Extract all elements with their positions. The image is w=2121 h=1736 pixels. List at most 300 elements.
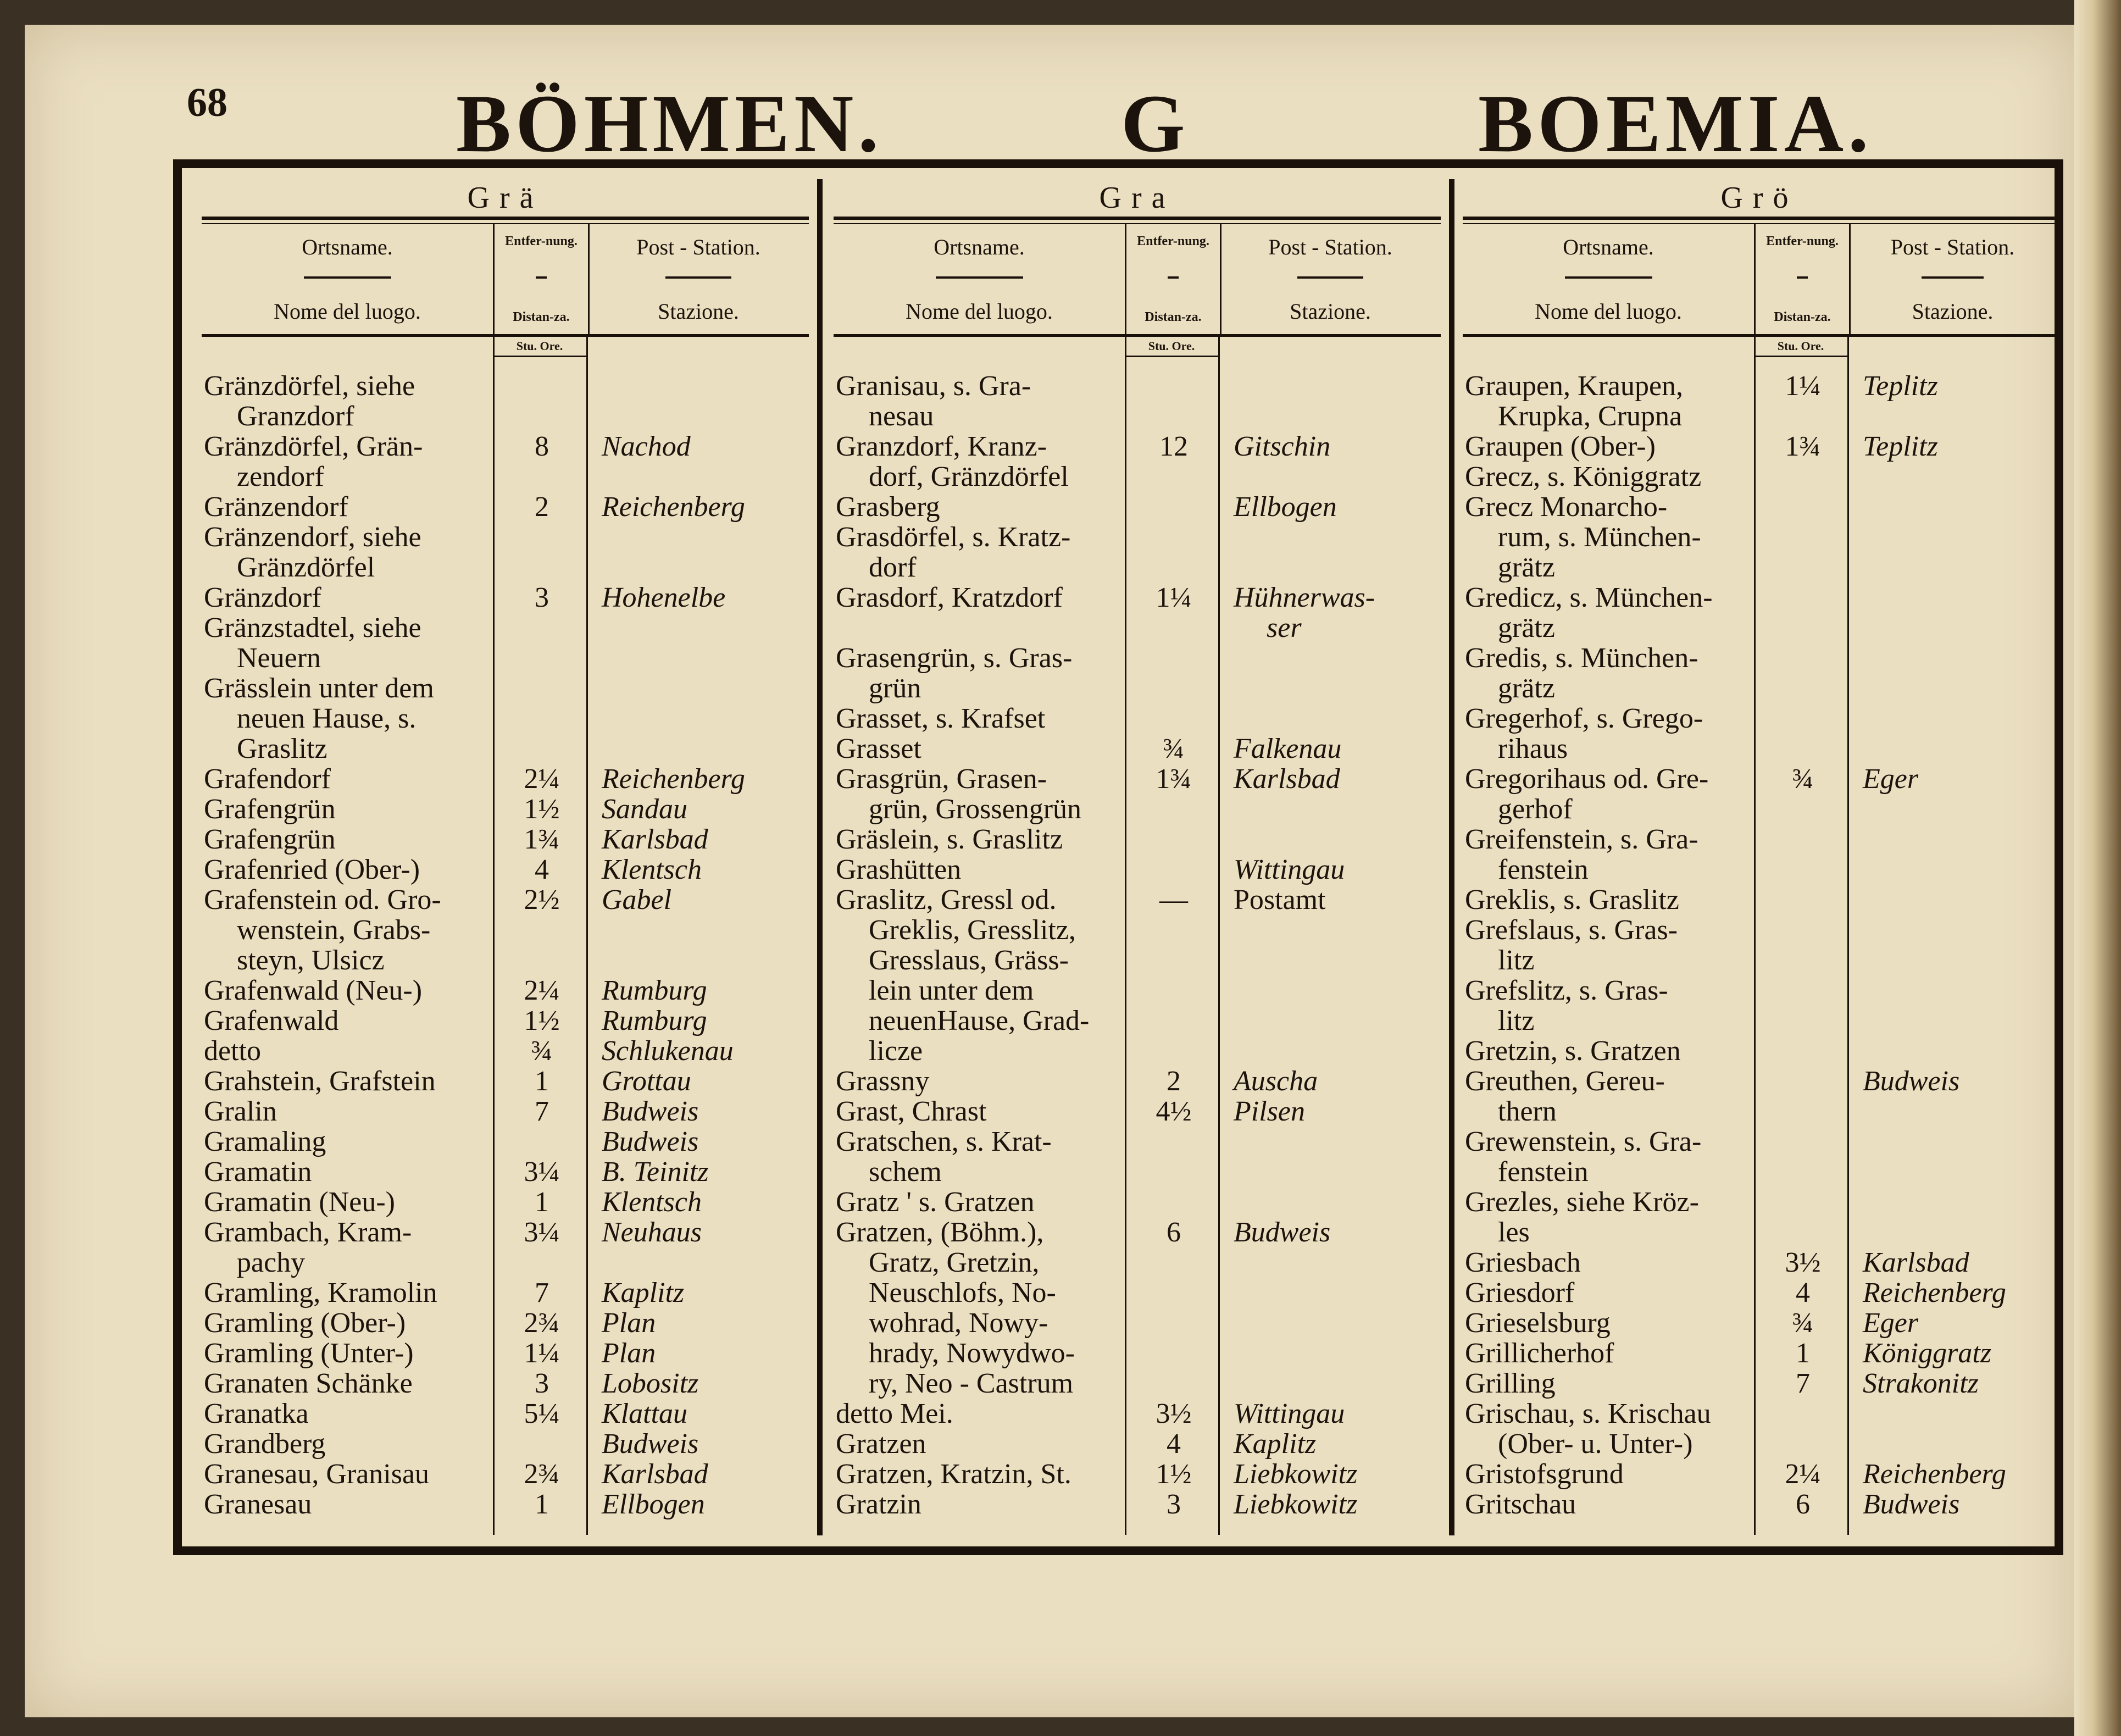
- distance: 1¾: [1785, 431, 1821, 462]
- place-name: [202, 673, 490, 764]
- place-name-line: Granzdorf, Kranz-: [836, 431, 1047, 462]
- distance: [490, 1429, 588, 1459]
- place-name-line: Gramatin: [204, 1156, 312, 1188]
- post-station: [1220, 1187, 1441, 1217]
- distance: [1121, 824, 1220, 855]
- table-row: [834, 885, 1441, 1066]
- place-name: [1463, 1308, 1751, 1338]
- post-station: [1850, 1278, 2056, 1308]
- table-row: [202, 1157, 809, 1187]
- place-name-line: Grasberg: [836, 491, 940, 523]
- page-number: 68: [187, 80, 227, 125]
- post-station: [588, 1459, 809, 1489]
- distance: ¾: [1792, 1307, 1814, 1339]
- distance: 1: [535, 1186, 549, 1218]
- title-german: BÖHMEN.: [456, 78, 883, 169]
- post-station-line: Falkenau: [1234, 733, 1342, 764]
- place-name-line: rihaus: [1498, 733, 1568, 764]
- post-station: [1850, 583, 2056, 643]
- place-name-line: neuen Hause, s.: [237, 703, 417, 734]
- place-name: [202, 431, 490, 492]
- place-name-line: ry, Neo - Castrum: [869, 1368, 1074, 1399]
- distance: 1: [1796, 1338, 1810, 1369]
- table-row: [1463, 1066, 2056, 1127]
- place-name-line: Granatka: [204, 1398, 309, 1429]
- distance: 7: [1796, 1368, 1810, 1399]
- post-station: [1220, 522, 1441, 583]
- post-station-line: Karlsbad: [602, 1458, 708, 1490]
- distance: 3: [535, 582, 549, 613]
- distance: [490, 522, 588, 583]
- place-name-line: litz: [1498, 1005, 1535, 1036]
- place-name: [834, 855, 1121, 885]
- distance: 1½: [524, 794, 560, 825]
- post-station-line: Budweis: [1234, 1217, 1331, 1248]
- place-name: [1463, 1338, 1751, 1368]
- place-name: [834, 734, 1121, 764]
- place-name-line: Granesau, Granisau: [204, 1458, 430, 1490]
- place-name: [1463, 1127, 1751, 1187]
- place-name-line: Grasset, s. Krafset: [836, 703, 1046, 734]
- place-name: [202, 975, 490, 1006]
- distance: 1: [535, 1066, 549, 1097]
- unit-label: Stu. Ore.: [1125, 339, 1218, 357]
- post-station-line: Budweis: [602, 1428, 699, 1460]
- post-station-line: B. Teinitz: [602, 1156, 709, 1188]
- post-station: [588, 371, 809, 431]
- header-rule: [665, 276, 732, 279]
- post-station-header-de: Post - Station.: [1890, 235, 2015, 259]
- post-station: [1850, 1368, 2056, 1399]
- table-row: [834, 734, 1441, 764]
- post-station: [588, 1096, 809, 1127]
- place-name-line: Gratzen, (Böhm.),: [836, 1217, 1044, 1248]
- place-name-line: Gredis, s. München-: [1465, 642, 1698, 674]
- table-row: [1463, 1247, 2056, 1278]
- place-name: [202, 1338, 490, 1368]
- table-row: [202, 1308, 809, 1338]
- place-name-line: grätz: [1498, 612, 1555, 644]
- distance: 2¼: [524, 763, 560, 795]
- distance-header-de: Entfer-nung.: [1766, 234, 1839, 248]
- place-name: [834, 885, 1121, 1066]
- table-row: [202, 885, 809, 975]
- column-gra-umlaut: [202, 179, 809, 1535]
- place-name: [834, 1187, 1121, 1217]
- place-name-line: Grashütten: [836, 854, 962, 885]
- table-row: [1463, 1187, 2056, 1247]
- place-name-line: detto: [204, 1035, 261, 1067]
- post-station: [1850, 462, 2056, 492]
- post-station-line: Auscha: [1234, 1066, 1318, 1097]
- place-name: [1463, 583, 1751, 643]
- post-station: [588, 431, 809, 492]
- post-station-line: Budweis: [602, 1096, 699, 1127]
- place-name-line: Griesbach: [1465, 1247, 1581, 1278]
- post-station: [1220, 492, 1441, 522]
- place-name: [834, 431, 1121, 492]
- post-station-line: Gitschin: [1234, 431, 1331, 462]
- place-name: [1463, 1187, 1751, 1247]
- place-name-line: schem: [869, 1156, 942, 1188]
- table-row: [202, 522, 809, 583]
- distance: 2½: [524, 884, 560, 916]
- place-name-line: nesau: [869, 401, 934, 432]
- place-name-line: Grasdörfel, s. Kratz-: [836, 522, 1071, 553]
- distance: [490, 613, 588, 673]
- table-row: [1463, 764, 2056, 824]
- place-name-line: Grast, Chrast: [836, 1096, 987, 1127]
- post-station: [1850, 371, 2056, 431]
- place-name-line: fenstein: [1498, 854, 1589, 885]
- place-name-line: Granzdorf: [237, 401, 354, 432]
- distance: [1751, 1399, 1850, 1459]
- place-name-line: Gränzstadtel, siehe: [204, 612, 421, 644]
- post-station: [1220, 855, 1441, 885]
- distance: [1121, 855, 1220, 885]
- place-name: [202, 1006, 490, 1036]
- place-name: [202, 1308, 490, 1338]
- table-row: [1463, 583, 2056, 643]
- distance: [1751, 915, 1850, 975]
- distance-header: [1125, 224, 1221, 334]
- table-row: [834, 643, 1441, 703]
- post-station-line: Gabel: [602, 884, 672, 916]
- place-name-line: thern: [1498, 1096, 1557, 1127]
- distance: 1¼: [1785, 370, 1821, 402]
- post-station: [588, 764, 809, 794]
- distance: 2¾: [524, 1458, 560, 1490]
- distance: [490, 371, 588, 431]
- place-name-line: Grilling: [1465, 1368, 1556, 1399]
- group-heading: Gra: [834, 179, 1441, 220]
- place-name: [834, 1066, 1121, 1096]
- post-station-line: Teplitz: [1863, 370, 1938, 402]
- place-name: [202, 1459, 490, 1489]
- table-row: [202, 1006, 809, 1036]
- post-station-line: Liebkowitz: [1234, 1489, 1358, 1520]
- table-row: [1463, 371, 2056, 431]
- post-station-line: Schlukenau: [602, 1035, 734, 1067]
- place-name-line: litz: [1498, 945, 1535, 976]
- place-name: [202, 1489, 490, 1519]
- distance-header-it: Distan-za.: [1145, 309, 1202, 324]
- place-name-line: Gratz, Gretzin,: [869, 1247, 1040, 1278]
- place-name: [1463, 885, 1751, 915]
- column-separator: [817, 179, 823, 1535]
- place-name-line: Grambach, Kram-: [204, 1217, 412, 1248]
- place-name-line: Griesdorf: [1465, 1277, 1575, 1308]
- place-name-header-it: Nome del luogo.: [906, 299, 1053, 324]
- table-row: [202, 855, 809, 885]
- post-station-line: Lobositz: [602, 1368, 699, 1399]
- place-name: [834, 1096, 1121, 1127]
- table-row: [834, 522, 1441, 583]
- distance: 1: [535, 1489, 549, 1520]
- table-row: [1463, 431, 2056, 462]
- place-name: [1463, 1278, 1751, 1308]
- post-station-line: Teplitz: [1863, 431, 1938, 462]
- distance: [1751, 1036, 1850, 1066]
- table-row: [202, 431, 809, 492]
- post-station: [588, 522, 809, 583]
- place-name-line: dorf, Gränzdörfel: [869, 461, 1069, 492]
- place-name: [202, 824, 490, 855]
- post-station: [588, 1217, 809, 1278]
- distance: 6: [1796, 1489, 1810, 1520]
- post-station-line: Reichenberg: [1863, 1458, 2006, 1490]
- table-row: [1463, 492, 2056, 583]
- post-station-line: Karlsbad: [602, 824, 708, 855]
- place-name-line: Gratzin: [836, 1489, 921, 1520]
- title-italian: BOEMIA.: [1478, 78, 1873, 169]
- distance: 8: [535, 431, 549, 462]
- place-name: [1463, 492, 1751, 583]
- gazetteer-table: [173, 159, 2063, 1555]
- post-station-line: Postamt: [1234, 884, 1326, 916]
- distance: [1121, 1187, 1220, 1217]
- post-station-line: Liebkowitz: [1234, 1458, 1358, 1490]
- post-station: [588, 613, 809, 673]
- place-name-line: wohrad, Nowy-: [869, 1307, 1048, 1339]
- place-name-line: dorf: [869, 552, 917, 583]
- table-row: [834, 1459, 1441, 1489]
- table-row: [1463, 1368, 2056, 1399]
- post-station-line: Grottau: [602, 1066, 691, 1097]
- distance: 1¾: [1156, 763, 1192, 795]
- distance: [1751, 975, 1850, 1036]
- place-name-line: neuenHause, Grad-: [869, 1005, 1090, 1036]
- post-station-line: Kaplitz: [1234, 1428, 1317, 1460]
- distance: [1751, 583, 1850, 643]
- place-name-line: Grafenried (Ober-): [204, 854, 420, 885]
- post-station: [588, 1338, 809, 1368]
- table-row: [202, 975, 809, 1006]
- post-station: [1850, 885, 2056, 915]
- place-name: [1463, 371, 1751, 431]
- place-name: [202, 583, 490, 613]
- place-name-line: Grecz Monarcho-: [1465, 491, 1668, 523]
- table-row: [202, 1459, 809, 1489]
- place-name: [202, 522, 490, 583]
- place-name-line: les: [1498, 1217, 1530, 1248]
- place-name: [1463, 703, 1751, 764]
- post-station: [588, 885, 809, 975]
- place-name-line: Gränzendorf, siehe: [204, 522, 421, 553]
- column-gro-umlaut: [1463, 179, 2056, 1535]
- place-name-line: Grafengrün: [204, 794, 336, 825]
- place-name-line: Grefslaus, s. Gras-: [1465, 914, 1678, 946]
- distance: [1751, 824, 1850, 885]
- distance: 4: [1796, 1277, 1810, 1308]
- post-station: [588, 1489, 809, 1519]
- post-station-line: Klattau: [602, 1398, 688, 1429]
- post-station-line: Karlsbad: [1234, 763, 1340, 795]
- place-name-line: grün: [869, 673, 921, 704]
- place-name-line: Grandberg: [204, 1428, 326, 1460]
- place-name: [834, 643, 1121, 703]
- entry-list: [834, 371, 1441, 1519]
- place-name-line: Grafenwald (Neu-): [204, 975, 423, 1006]
- post-station-line: Reichenberg: [602, 491, 745, 523]
- distance: 3½: [1156, 1398, 1192, 1429]
- place-name: [202, 885, 490, 975]
- distance-header-de: Entfer-nung.: [505, 234, 578, 248]
- post-station: [1220, 1459, 1441, 1489]
- place-name: [1463, 764, 1751, 824]
- post-station: [1850, 1127, 2056, 1187]
- unit-label: Stu. Ore.: [493, 339, 586, 357]
- place-name-header-it: Nome del luogo.: [274, 299, 421, 324]
- post-station-line: Eger: [1863, 1307, 1919, 1339]
- post-station-header: [1849, 224, 2056, 334]
- place-name-line: grätz: [1498, 552, 1555, 583]
- place-name-line: wenstein, Grabs-: [237, 914, 431, 946]
- place-name-line: Gralin: [204, 1096, 277, 1127]
- distance: [1751, 462, 1850, 492]
- place-name-line: pachy: [237, 1247, 306, 1278]
- distance: [1751, 1187, 1850, 1247]
- place-name-line: Granesau: [204, 1489, 312, 1520]
- post-station-line: Klentsch: [602, 1186, 702, 1218]
- table-row: [1463, 643, 2056, 703]
- table-row: [202, 764, 809, 794]
- place-name-line: Grafenstein od. Gro-: [204, 884, 441, 916]
- post-station: [1850, 1066, 2056, 1127]
- post-station: [588, 824, 809, 855]
- place-name: [834, 492, 1121, 522]
- distance-header-it: Distan-za.: [1774, 309, 1831, 324]
- place-name-line: Grasdorf, Kratzdorf: [836, 582, 1063, 613]
- table-row: [202, 1096, 809, 1127]
- post-station: [1220, 431, 1441, 492]
- distance: [490, 1127, 588, 1157]
- table-row: [1463, 1278, 2056, 1308]
- place-name-line: Grefslitz, s. Gras-: [1465, 975, 1668, 1006]
- post-station-line: Wittingau: [1234, 1398, 1345, 1429]
- place-name: [202, 1127, 490, 1157]
- post-station: [1850, 1338, 2056, 1368]
- place-name-line: Gränzdorf: [204, 582, 321, 613]
- table-row: [1463, 1399, 2056, 1459]
- post-station: [588, 975, 809, 1006]
- table-row: [202, 1127, 809, 1157]
- post-station: [1220, 1066, 1441, 1096]
- place-name-line: Grafengrün: [204, 824, 336, 855]
- post-station-header-it: Stazione.: [658, 299, 739, 324]
- place-name-line: Gratz ' s. Gratzen: [836, 1186, 1035, 1218]
- place-name-line: Greklis, s. Graslitz: [1465, 884, 1679, 916]
- place-name-line: Gregorihaus od. Gre-: [1465, 763, 1709, 795]
- place-name-line: Gratzen: [836, 1428, 926, 1460]
- post-station: [588, 1036, 809, 1066]
- place-name: [202, 1278, 490, 1308]
- place-name: [1463, 1489, 1751, 1519]
- distance: [1121, 371, 1220, 431]
- place-name-line: lein unter dem: [869, 975, 1034, 1006]
- post-station: [1850, 431, 2056, 462]
- place-name: [202, 492, 490, 522]
- distance: [1751, 1127, 1850, 1187]
- place-name-line: Grasengrün, s. Gras-: [836, 642, 1073, 674]
- place-name-line: Neuern: [237, 642, 321, 674]
- distance: 2¼: [1785, 1458, 1821, 1490]
- post-station: [1850, 1308, 2056, 1338]
- post-station: [1850, 1187, 2056, 1247]
- column-header: [1463, 223, 2056, 337]
- post-station: [1850, 1459, 2056, 1489]
- post-station: [588, 1278, 809, 1308]
- post-station-line: Kaplitz: [602, 1277, 685, 1308]
- place-name-line: Graupen (Ober-): [1465, 431, 1656, 462]
- post-station: [1850, 764, 2056, 824]
- place-name: [202, 1399, 490, 1429]
- place-name: [1463, 1399, 1751, 1459]
- place-name-line: Graslitz, Gressl od.: [836, 884, 1057, 916]
- place-name: [834, 1217, 1121, 1399]
- post-station: [1220, 1429, 1441, 1459]
- distance-header-de: Entfer-nung.: [1137, 234, 1209, 248]
- post-station-line: Strakonitz: [1863, 1368, 1979, 1399]
- table-row: [202, 1489, 809, 1519]
- place-name-line: Gränzdörfel: [237, 552, 375, 583]
- post-station-line: Königgratz: [1863, 1338, 1992, 1369]
- table-row: [1463, 462, 2056, 492]
- place-name: [202, 613, 490, 673]
- table-row: [202, 583, 809, 613]
- place-name-line: Gresslaus, Gräss-: [869, 945, 1069, 976]
- header-rule: [1565, 276, 1652, 279]
- entries-area: [1463, 337, 2056, 1535]
- place-name: [202, 855, 490, 885]
- distance: 4½: [1156, 1096, 1192, 1127]
- table-row: [1463, 1338, 2056, 1368]
- post-station-line: Klentsch: [602, 854, 702, 885]
- place-name: [1463, 643, 1751, 703]
- table-row: [834, 431, 1441, 492]
- place-name: [202, 1096, 490, 1127]
- place-name-line: Grecz, s. Königgratz: [1465, 461, 1702, 492]
- post-station: [1220, 371, 1441, 431]
- place-name-line: Greifenstein, s. Gra-: [1465, 824, 1698, 855]
- post-station: [588, 583, 809, 613]
- distance: 4: [535, 854, 549, 885]
- distance: 12: [1159, 431, 1188, 462]
- post-station-line: Reichenberg: [602, 763, 745, 795]
- table-row: [1463, 915, 2056, 975]
- table-row: [834, 1066, 1441, 1096]
- distance: 1½: [1156, 1458, 1192, 1490]
- column-header: [202, 223, 809, 337]
- unit-label: Stu. Ore.: [1754, 339, 1847, 357]
- place-name: [1463, 975, 1751, 1036]
- distance: [1121, 1127, 1220, 1187]
- header-rule: [936, 276, 1023, 279]
- place-name-line: Gränzdörfel, siehe: [204, 370, 415, 402]
- post-station: [1850, 1247, 2056, 1278]
- post-station: [588, 492, 809, 522]
- post-station-line: Nachod: [602, 431, 691, 462]
- post-station: [1850, 492, 2056, 583]
- post-station: [1220, 1127, 1441, 1187]
- distance: 3¼: [524, 1156, 560, 1188]
- header-rule: [1297, 276, 1364, 279]
- table-row: [1463, 1036, 2056, 1066]
- header-rule: [1797, 276, 1808, 279]
- place-name-line: Grafendorf: [204, 763, 331, 795]
- post-station-line: Karlsbad: [1863, 1247, 1969, 1278]
- table-row: [202, 794, 809, 824]
